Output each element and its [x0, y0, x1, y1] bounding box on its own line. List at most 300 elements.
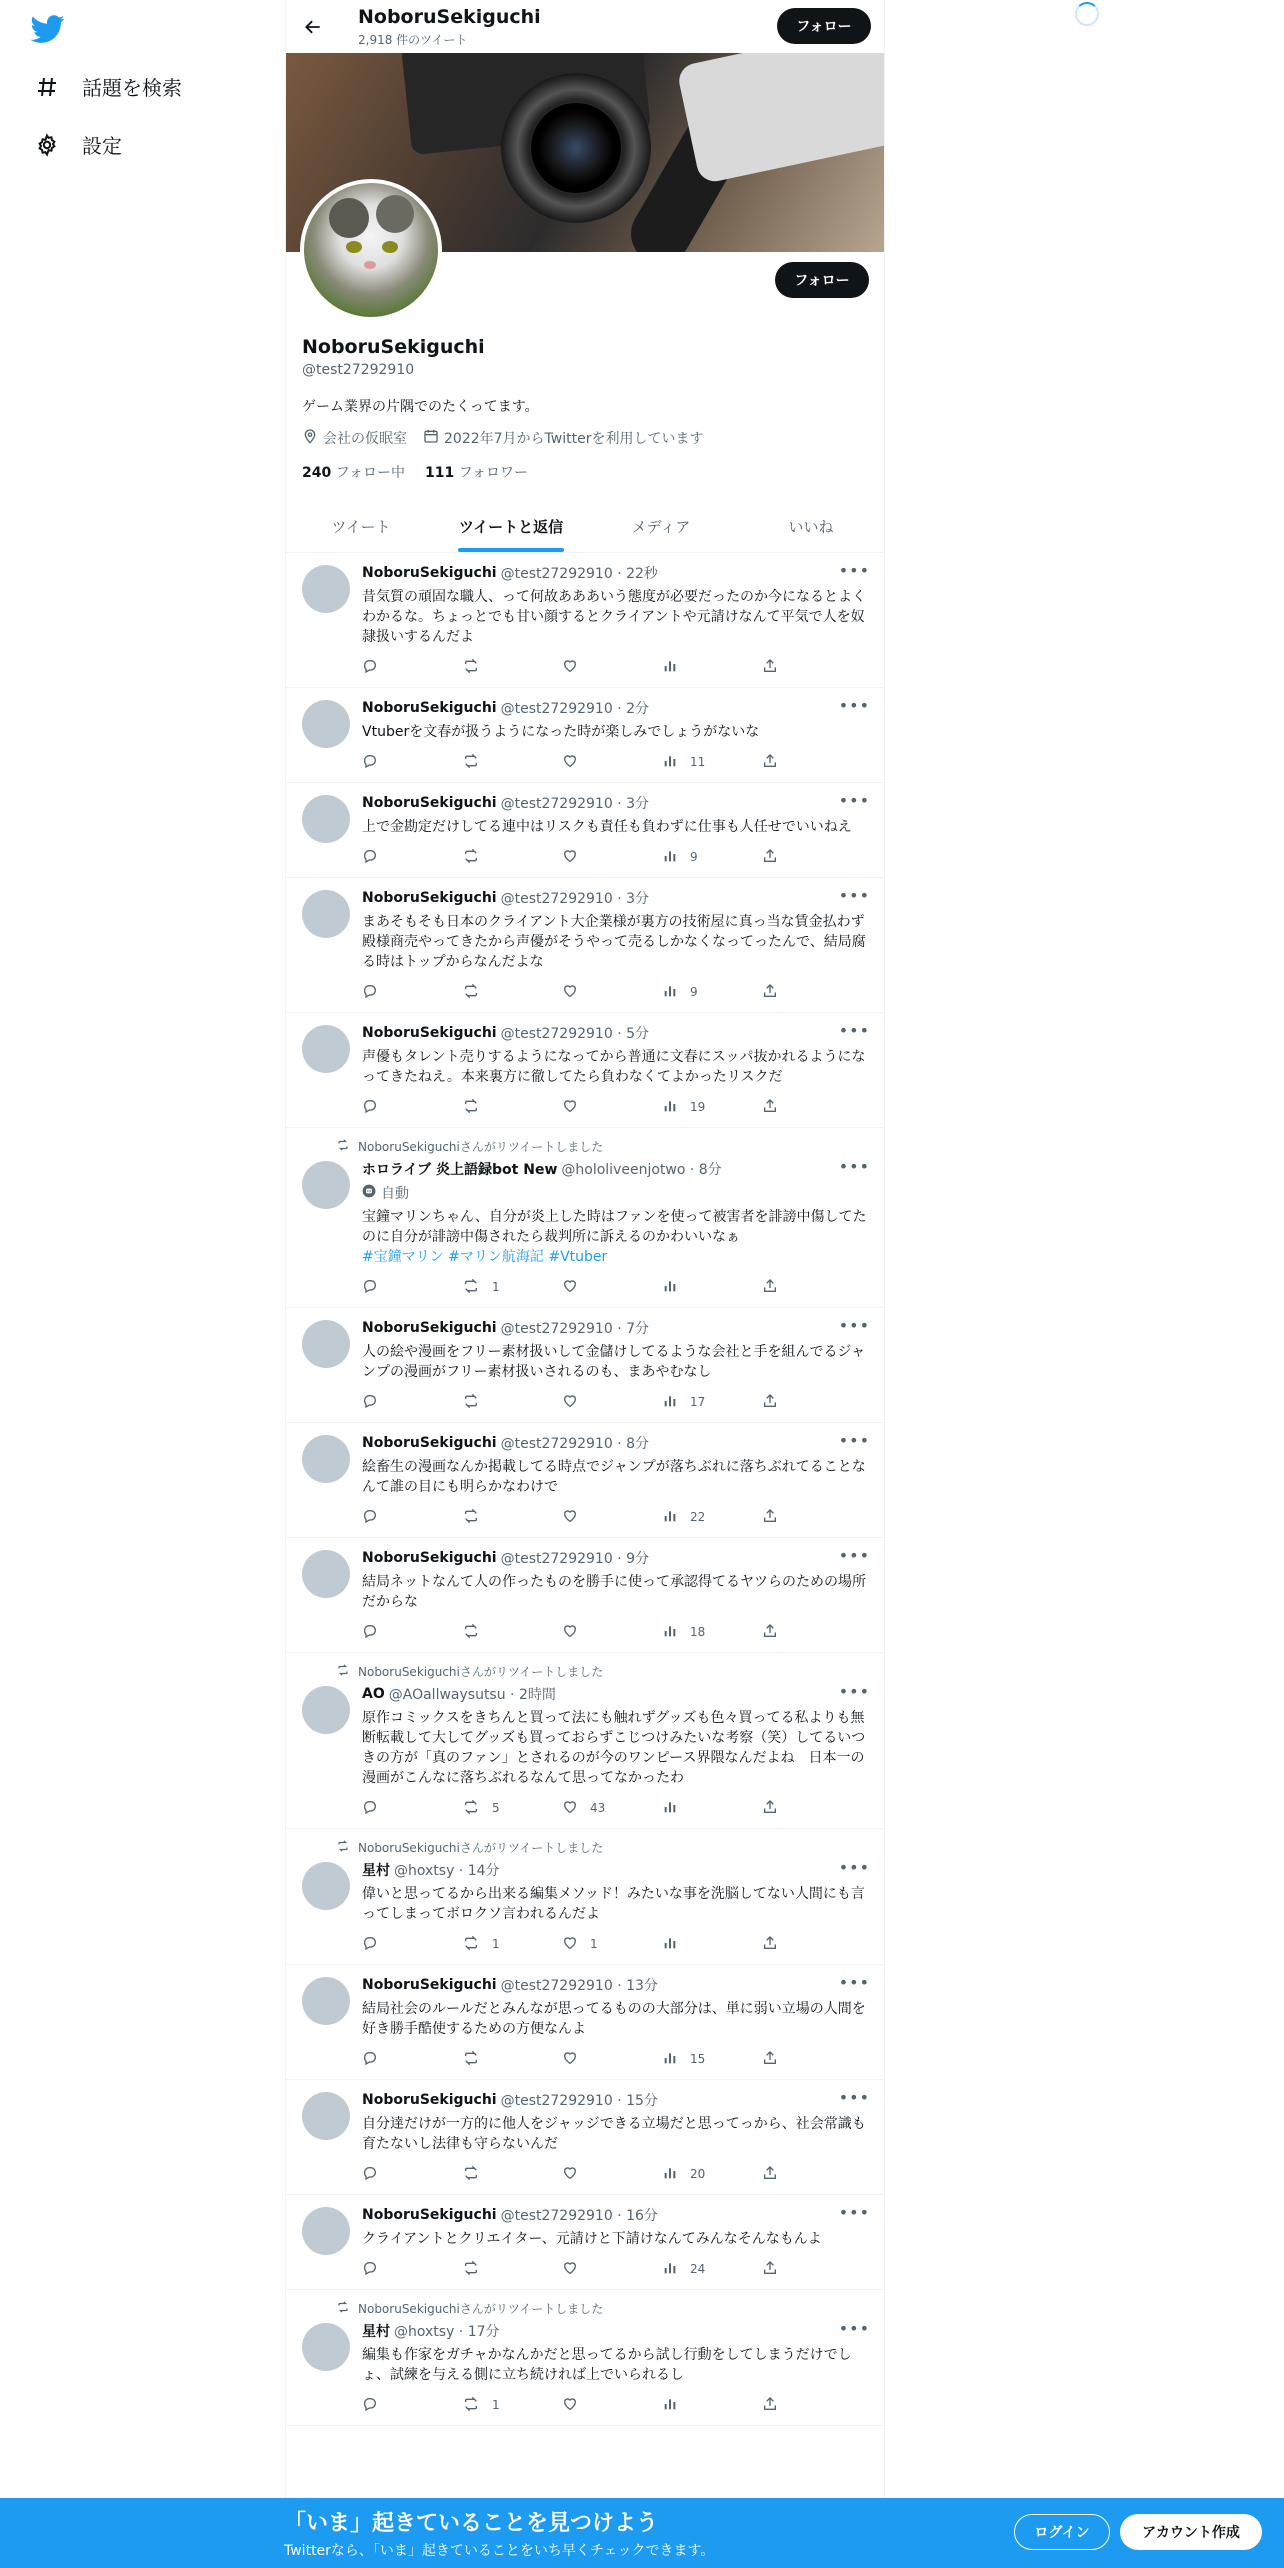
- retweet-button[interactable]: [462, 2165, 520, 2184]
- tab-media[interactable]: メディア: [631, 517, 691, 536]
- like-button[interactable]: [562, 1278, 620, 1297]
- profile-bio: ゲーム業界の片隅でのたくってます。: [302, 399, 539, 415]
- tweet[interactable]: [286, 2290, 885, 2426]
- tweet-author-name[interactable]: NoboruSekiguchi: [362, 2207, 497, 2223]
- views-button[interactable]: [662, 1935, 720, 1954]
- retweet-button[interactable]: [462, 658, 520, 677]
- tweet-author-name[interactable]: NoboruSekiguchi: [362, 2092, 497, 2108]
- share-button[interactable]: [762, 1098, 782, 1117]
- like-button[interactable]: [562, 983, 620, 1002]
- share-button[interactable]: [762, 2260, 782, 2279]
- more-options-icon[interactable]: •••: [838, 1021, 870, 1040]
- more-options-icon[interactable]: •••: [838, 1973, 870, 1992]
- twitter-logo-icon[interactable]: [30, 12, 66, 46]
- followers-count: 111: [425, 465, 455, 481]
- like-button[interactable]: [562, 1799, 620, 1818]
- like-count: 43: [590, 1801, 606, 1815]
- share-button[interactable]: [762, 753, 782, 772]
- login-button[interactable]: ログイン: [1014, 2514, 1110, 2550]
- tweet-avatar[interactable]: [302, 2207, 350, 2255]
- views-icon: [662, 658, 678, 677]
- retweet-context: [336, 1138, 870, 1155]
- tweet-handle-time: @test27292910 · 8分: [500, 1436, 649, 1452]
- tweet-author-name[interactable]: NoboruSekiguchi: [362, 1320, 497, 1336]
- heart-icon: [562, 2396, 578, 2415]
- share-button[interactable]: [762, 1508, 782, 1527]
- like-button[interactable]: [562, 1935, 620, 1954]
- tweet-hashtags[interactable]: #宝鐘マリン #マリン航海記 #Vtuber: [362, 1249, 608, 1265]
- retweet-button[interactable]: [462, 2260, 520, 2279]
- tweet-author-name[interactable]: NoboruSekiguchi: [362, 700, 497, 716]
- tweet-actions: [362, 1798, 782, 1818]
- reply-button[interactable]: [362, 2396, 420, 2415]
- more-options-icon[interactable]: •••: [838, 791, 870, 810]
- views-count: 19: [690, 1100, 706, 1114]
- tweet-avatar[interactable]: [302, 1025, 350, 1073]
- tweet-avatar[interactable]: [302, 1686, 350, 1734]
- reply-button[interactable]: [362, 1799, 420, 1818]
- like-button[interactable]: [562, 2396, 620, 2415]
- views-icon: [662, 2050, 678, 2069]
- tweet-header: [362, 1548, 870, 1568]
- share-icon: [762, 2396, 778, 2415]
- tweet-author-name[interactable]: NoboruSekiguchi: [362, 795, 497, 811]
- tweet-text: 結局ネットなんて人の作ったものを勝手に使って承認得てるヤツらのための場所だからな: [362, 1574, 866, 1610]
- tweet-author-name[interactable]: 星村: [362, 2324, 390, 2340]
- automated-badge: [362, 1183, 870, 1203]
- retweet-icon: [462, 2260, 480, 2279]
- views-icon: [662, 1278, 678, 1297]
- views-button[interactable]: [662, 983, 720, 1002]
- tweet-actions: [362, 2049, 782, 2069]
- tweet-text: 結局社会のルールだとみんなが思ってるものの大部分は、単に弱い立場の人間を好き勝手酷使するための方便なんよ: [362, 2001, 866, 2037]
- retweet-count: 5: [492, 1801, 500, 1815]
- retweet-context-text: NoboruSekiguchiさんがリツイートしました: [358, 1665, 604, 1679]
- retweet-context: [336, 1839, 870, 1856]
- tweet-avatar[interactable]: [302, 2323, 350, 2371]
- retweet-context: [336, 1663, 870, 1680]
- timeline: [286, 553, 885, 2426]
- tweet-handle-time: @hololiveenjotwo · 8分: [561, 1162, 722, 1178]
- share-button[interactable]: [762, 1278, 782, 1297]
- retweet-button[interactable]: [462, 753, 520, 772]
- more-options-icon[interactable]: •••: [838, 696, 870, 715]
- reply-button[interactable]: [362, 1623, 420, 1642]
- tweet-actions: [362, 1934, 782, 1954]
- retweet-button[interactable]: [462, 2050, 520, 2069]
- views-icon: [662, 1393, 678, 1412]
- tweet-avatar[interactable]: [302, 1161, 350, 1209]
- tweet-actions: [362, 982, 782, 1002]
- tweet-author-name[interactable]: NoboruSekiguchi: [362, 1435, 497, 1451]
- tweet-text: 偉いと思ってるから出来る編集メソッド！みたいな事を洗脳してない人間にも言ってしまってボロクソ言われるんだよ: [362, 1886, 865, 1922]
- retweet-icon: [462, 658, 480, 677]
- views-icon: [662, 2165, 678, 2184]
- tweet-avatar[interactable]: [302, 890, 350, 938]
- retweet-icon: [462, 2050, 480, 2069]
- tweet-handle-time: @test27292910 · 5分: [500, 1026, 649, 1042]
- tweet-actions: [362, 2164, 782, 2184]
- tweet-header: [362, 888, 870, 908]
- signup-prompt-bar: [0, 2498, 1284, 2568]
- reply-icon: [362, 1935, 378, 1954]
- tweet[interactable]: [286, 1423, 885, 1538]
- retweet-button[interactable]: [462, 983, 520, 1002]
- views-button[interactable]: [662, 2165, 720, 2184]
- views-count: 11: [690, 755, 706, 769]
- tweet-text: クライアントとクリエイター、元請けと下請けなんてみんなそんなもんよ: [362, 2231, 822, 2247]
- views-icon: [662, 1508, 678, 1527]
- tweet-handle-time: @test27292910 · 15分: [500, 2093, 658, 2109]
- heart-icon: [562, 1098, 578, 1117]
- tweet-actions: [362, 1097, 782, 1117]
- reply-button[interactable]: [362, 753, 420, 772]
- retweet-icon: [462, 983, 480, 1002]
- tweet-author-name[interactable]: NoboruSekiguchi: [362, 565, 497, 581]
- tweet-avatar[interactable]: [302, 1435, 350, 1483]
- nav-settings-label: 設定: [82, 134, 122, 158]
- views-count: 9: [690, 850, 698, 864]
- retweet-icon: [462, 1508, 480, 1527]
- heart-icon: [562, 1278, 578, 1297]
- tweet-text: 上で金勘定だけしてる連中はリスクも責任も負わずに仕事も人任せでいいねえ: [362, 819, 852, 835]
- share-icon: [762, 983, 778, 1002]
- reply-icon: [362, 1278, 378, 1297]
- more-options-icon[interactable]: •••: [838, 1157, 870, 1176]
- views-button[interactable]: [662, 1508, 720, 1527]
- heart-icon: [562, 848, 578, 867]
- tweet-handle-time: @test27292910 · 3分: [500, 796, 649, 812]
- tweet-author-name[interactable]: NoboruSekiguchi: [362, 890, 497, 906]
- reply-button[interactable]: [362, 658, 420, 677]
- tweet[interactable]: [286, 1538, 885, 1653]
- retweet-context: [336, 2300, 870, 2317]
- views-button[interactable]: [662, 658, 720, 677]
- views-button[interactable]: [662, 1623, 720, 1642]
- tweet[interactable]: [286, 783, 885, 878]
- retweet-icon: [462, 1393, 480, 1412]
- share-button[interactable]: [762, 1935, 782, 1954]
- share-button[interactable]: [762, 848, 782, 867]
- share-icon: [762, 1935, 778, 1954]
- views-button[interactable]: [662, 1393, 720, 1412]
- like-button[interactable]: [562, 1098, 620, 1117]
- reply-icon: [362, 1799, 378, 1818]
- more-options-icon[interactable]: •••: [838, 2203, 870, 2222]
- tweet-header: [362, 1023, 870, 1043]
- reply-icon: [362, 1623, 378, 1642]
- tweet[interactable]: [286, 1308, 885, 1423]
- views-count: 15: [690, 2052, 706, 2066]
- views-count: 24: [690, 2262, 706, 2276]
- views-button[interactable]: [662, 1098, 720, 1117]
- profile-stats: [302, 462, 528, 482]
- views-button[interactable]: [662, 2396, 720, 2415]
- retweet-button[interactable]: [462, 2396, 520, 2415]
- tweet-author-name[interactable]: NoboruSekiguchi: [362, 1025, 497, 1041]
- share-button[interactable]: [762, 1393, 782, 1412]
- retweet-count: 1: [492, 1937, 500, 1951]
- reply-icon: [362, 2050, 378, 2069]
- tweet-text: 昔気質の頑固な職人、って何故あああいう態度が必要だったのか今になるとよくわかるな。ちょっとでも甘い顔するとクライアントや元請けなんて平気で人を奴隷扱いするんだよ: [362, 589, 866, 645]
- tab-tweets[interactable]: ツイート: [331, 517, 391, 536]
- reply-icon: [362, 1098, 378, 1117]
- tweet-text: まあそもそも日本のクライアント大企業様が裏方の技術屋に真っ当な賃金払わず殿様商売やってきたから声優がそうやって売るしかなくなってったんで、結局腐る時はトップからなんだよな: [362, 914, 866, 970]
- views-button[interactable]: [662, 848, 720, 867]
- tweet-header: [362, 1684, 870, 1704]
- like-button[interactable]: [562, 1508, 620, 1527]
- tweet-handle-time: @test27292910 · 2分: [500, 701, 649, 717]
- reply-button[interactable]: [362, 1098, 420, 1117]
- nav-settings[interactable]: [34, 130, 122, 159]
- share-button[interactable]: [762, 2396, 782, 2415]
- views-icon: [662, 1623, 678, 1642]
- retweet-button[interactable]: [462, 1508, 520, 1527]
- share-icon: [762, 2260, 778, 2279]
- like-button[interactable]: [562, 1393, 620, 1412]
- retweet-button[interactable]: [462, 1623, 520, 1642]
- views-button[interactable]: [662, 2050, 720, 2069]
- reply-button[interactable]: [362, 2050, 420, 2069]
- followers-link[interactable]: [425, 462, 528, 482]
- tweet-avatar[interactable]: [302, 1550, 350, 1598]
- tweet[interactable]: [286, 1653, 885, 1829]
- more-options-icon[interactable]: •••: [838, 1316, 870, 1335]
- tweet-text: Vtuberを文春が扱うようになった時が楽しみでしょうがないな: [362, 724, 760, 740]
- share-icon: [762, 1278, 778, 1297]
- tweet-actions: [362, 847, 782, 867]
- views-count: 9: [690, 985, 698, 999]
- tweet-handle-time: @test27292910 · 3分: [500, 891, 649, 907]
- views-icon: [662, 2260, 678, 2279]
- header-follow-button[interactable]: フォロー: [777, 8, 871, 44]
- tweet-avatar[interactable]: [302, 1862, 350, 1910]
- tweet-avatar[interactable]: [302, 1977, 350, 2025]
- tweet[interactable]: [286, 1829, 885, 1965]
- tweet-text: 原作コミックスをきちんと買って法にも触れずグッズも色々買ってる私よりも無断転載して大してグッズも買っておらずこじつけみたいな考察（笑）してるいつきの方が「真のファン」とされるのが今のワンピース界隈なんだよね 日本一の漫画がこんなに落ちぶれるなんて思ってなかったわ: [362, 1710, 866, 1786]
- tweet-handle-time: @test27292910 · 13分: [500, 1978, 658, 1994]
- share-icon: [762, 2050, 778, 2069]
- like-button[interactable]: [562, 2260, 620, 2279]
- robot-icon: [362, 1184, 376, 1202]
- retweet-count: 1: [492, 1280, 500, 1294]
- tweet-text: 宝鐘マリンちゃん、自分が炎上した時はファンを使って被害者を誹謗中傷してたのに自分が誹謗中傷されたら裁判所に訴えるのかわいいなぁ: [362, 1209, 867, 1245]
- follow-button[interactable]: フォロー: [775, 262, 869, 298]
- share-icon: [762, 848, 778, 867]
- more-options-icon[interactable]: •••: [838, 1682, 870, 1701]
- heart-icon: [562, 1508, 578, 1527]
- retweet-small-icon: [336, 2301, 350, 2316]
- tweet-avatar[interactable]: [302, 700, 350, 748]
- share-button[interactable]: [762, 1799, 782, 1818]
- profile-joined-text: 2022年7月からTwitterを利用しています: [444, 431, 704, 447]
- like-button[interactable]: [562, 2050, 620, 2069]
- reply-button[interactable]: [362, 2165, 420, 2184]
- more-options-icon[interactable]: •••: [838, 561, 870, 580]
- header-name: NoboruSekiguchi: [358, 6, 541, 28]
- tweet-handle-time: @test27292910 · 7分: [500, 1321, 649, 1337]
- tweet-actions: [362, 1507, 782, 1527]
- share-icon: [762, 1393, 778, 1412]
- reply-button[interactable]: [362, 983, 420, 1002]
- heart-icon: [562, 753, 578, 772]
- following-count: 240: [302, 465, 332, 481]
- left-nav: [0, 0, 285, 2568]
- tweet-header: [362, 1860, 870, 1880]
- retweet-small-icon: [336, 1664, 350, 1679]
- tweet[interactable]: [286, 878, 885, 1013]
- tweet-handle-time: @hoxtsy · 17分: [394, 2324, 500, 2340]
- tweet-avatar[interactable]: [302, 2092, 350, 2140]
- share-button[interactable]: [762, 2165, 782, 2184]
- reply-icon: [362, 983, 378, 1002]
- tweet-actions: [362, 1277, 782, 1297]
- reply-icon: [362, 848, 378, 867]
- share-icon: [762, 1799, 778, 1818]
- views-button[interactable]: [662, 753, 720, 772]
- retweet-icon: [462, 848, 480, 867]
- more-options-icon[interactable]: •••: [838, 886, 870, 905]
- share-button[interactable]: [762, 658, 782, 677]
- tweet-avatar[interactable]: [302, 795, 350, 843]
- heart-icon: [562, 983, 578, 1002]
- retweet-context-text: NoboruSekiguchiさんがリツイートしました: [358, 1140, 604, 1154]
- reply-button[interactable]: [362, 848, 420, 867]
- tweet[interactable]: [286, 1128, 885, 1308]
- share-icon: [762, 658, 778, 677]
- like-button[interactable]: [562, 2165, 620, 2184]
- more-options-icon[interactable]: •••: [838, 1546, 870, 1565]
- retweet-button[interactable]: [462, 1935, 520, 1954]
- share-icon: [762, 1098, 778, 1117]
- tweet-author-name[interactable]: AO: [362, 1686, 385, 1702]
- tweet[interactable]: [286, 1965, 885, 2080]
- like-button[interactable]: [562, 848, 620, 867]
- profile-joined: [423, 428, 703, 448]
- tweet-header: [362, 2321, 870, 2341]
- tweet-header: [362, 698, 870, 718]
- following-link[interactable]: [302, 462, 405, 482]
- heart-icon: [562, 1623, 578, 1642]
- calendar-icon: [423, 428, 439, 448]
- back-arrow-icon[interactable]: [296, 10, 330, 44]
- nav-explore[interactable]: [34, 72, 182, 101]
- tweet[interactable]: [286, 688, 885, 783]
- tweet-text: 声優もタレント売りするようになってから普通に文春にスッパ抜かれるようになってきたねえ。本来裏方に徹してたら負わなくてよかったリスクだ: [362, 1049, 866, 1085]
- more-options-icon[interactable]: •••: [838, 1431, 870, 1450]
- share-button[interactable]: [762, 2050, 782, 2069]
- tweet-header: [362, 1975, 870, 1995]
- location-pin-icon: [302, 428, 318, 448]
- profile-avatar[interactable]: [300, 179, 442, 321]
- views-button[interactable]: [662, 2260, 720, 2279]
- reply-button[interactable]: [362, 1935, 420, 1954]
- like-count: 1: [590, 1937, 598, 1951]
- tweet-author-name[interactable]: 星村: [362, 1863, 390, 1879]
- share-button[interactable]: [762, 1623, 782, 1642]
- tweet-actions: [362, 1392, 782, 1412]
- retweet-small-icon: [336, 1840, 350, 1855]
- retweet-button[interactable]: [462, 1799, 520, 1818]
- share-button[interactable]: [762, 983, 782, 1002]
- views-button[interactable]: [662, 1799, 720, 1818]
- more-options-icon[interactable]: •••: [838, 1858, 870, 1877]
- reply-button[interactable]: [362, 1278, 420, 1297]
- signup-button[interactable]: アカウント作成: [1120, 2514, 1262, 2550]
- retweet-button[interactable]: [462, 848, 520, 867]
- retweet-button[interactable]: [462, 1278, 520, 1297]
- tweet-handle-time: @test27292910 · 16分: [500, 2208, 658, 2224]
- like-button[interactable]: [562, 1623, 620, 1642]
- reply-button[interactable]: [362, 2260, 420, 2279]
- tweet[interactable]: [286, 1013, 885, 1128]
- tweet[interactable]: [286, 2080, 885, 2195]
- more-options-icon[interactable]: •••: [838, 2319, 870, 2338]
- tweet-author-name[interactable]: ホロライブ 炎上語録bot New: [362, 1162, 558, 1178]
- reply-icon: [362, 2260, 378, 2279]
- reply-icon: [362, 1508, 378, 1527]
- retweet-button[interactable]: [462, 1393, 520, 1412]
- header-tweet-count: 2,918 件のツイート: [358, 33, 468, 47]
- profile-handle: @test27292910: [302, 362, 415, 378]
- main-column: [285, 0, 885, 2498]
- like-button[interactable]: [562, 658, 620, 677]
- tweet-author-name[interactable]: NoboruSekiguchi: [362, 1977, 497, 1993]
- views-count: 20: [690, 2167, 706, 2181]
- heart-icon: [562, 1935, 578, 1954]
- views-icon: [662, 2396, 678, 2415]
- tweet[interactable]: [286, 553, 885, 688]
- heart-icon: [562, 2165, 578, 2184]
- views-count: 22: [690, 1510, 706, 1524]
- tweet-actions: [362, 2259, 782, 2279]
- retweet-context-text: NoboruSekiguchiさんがリツイートしました: [358, 2302, 604, 2316]
- reply-button[interactable]: [362, 1508, 420, 1527]
- tweet[interactable]: [286, 2195, 885, 2290]
- views-icon: [662, 1935, 678, 1954]
- like-button[interactable]: [562, 753, 620, 772]
- profile-name: NoboruSekiguchi: [302, 336, 485, 358]
- reply-button[interactable]: [362, 1393, 420, 1412]
- tweet-author-name[interactable]: NoboruSekiguchi: [362, 1550, 497, 1566]
- profile-location-text: 会社の仮眠室: [323, 431, 407, 447]
- views-button[interactable]: [662, 1278, 720, 1297]
- tweet-handle-time: @hoxtsy · 14分: [394, 1863, 500, 1879]
- more-options-icon[interactable]: •••: [838, 2088, 870, 2107]
- share-icon: [762, 1508, 778, 1527]
- signup-prompt-title: 「いま」起きていることを見つけよう: [284, 2511, 659, 2536]
- tweet-text: 自分達だけが一方的に他人をジャッジできる立場だと思ってっから、社会常識も育たないし法律も守らないんだ: [362, 2116, 866, 2152]
- tab-tweets-and-replies[interactable]: ツイートと返信: [436, 500, 586, 552]
- retweet-context-text: NoboruSekiguchiさんがリツイートしました: [358, 1841, 604, 1855]
- retweet-icon: [462, 1935, 480, 1954]
- profile-tabs: [286, 500, 885, 553]
- views-count: 17: [690, 1395, 706, 1409]
- views-icon: [662, 1799, 678, 1818]
- tweet-avatar[interactable]: [302, 565, 350, 613]
- tab-likes[interactable]: いいね: [788, 517, 834, 536]
- tweet-header: [362, 563, 870, 583]
- tweet-avatar[interactable]: [302, 1320, 350, 1368]
- tweet-header: [362, 1159, 870, 1179]
- tweet-handle-time: @AOallwaysutsu · 2時間: [388, 1687, 556, 1703]
- tweet-text: 人の絵や漫画をフリー素材扱いして金儲けしてるような会社と手を組んでるジャンプの漫画がフリー素材扱いされるのも、まあやむなし: [362, 1344, 866, 1380]
- tweet-header: [362, 1318, 870, 1338]
- tweet-text: 絵畜生の漫画なんか掲載してる時点でジャンプが落ちぶれに落ちぶれてることなんて誰の目にも明らかなわけで: [362, 1459, 866, 1495]
- heart-icon: [562, 2260, 578, 2279]
- retweet-button[interactable]: [462, 1098, 520, 1117]
- tweet-header: [362, 2205, 870, 2225]
